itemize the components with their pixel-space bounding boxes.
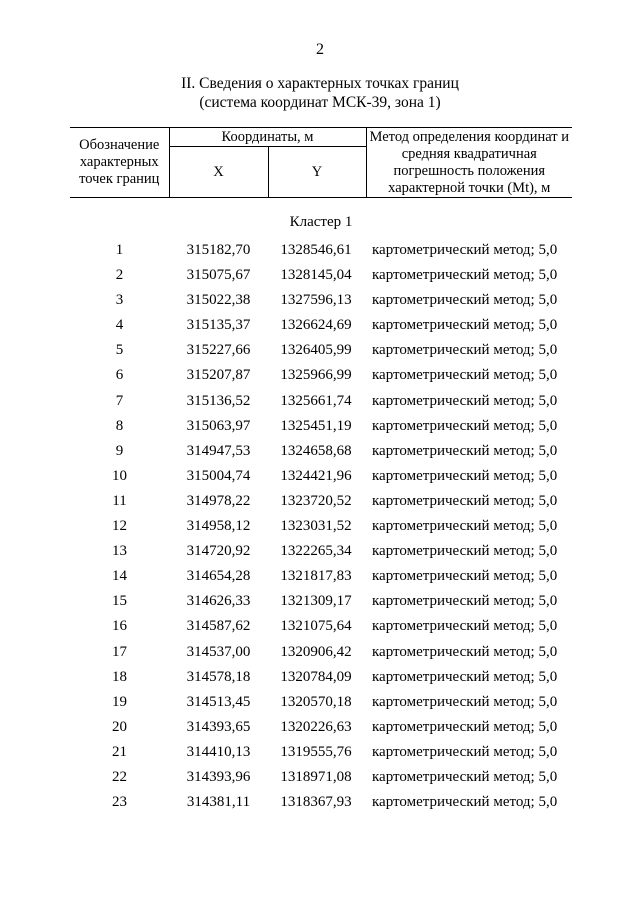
- point-number: 13: [112, 543, 127, 560]
- coord-x: 314626,33: [186, 593, 251, 610]
- method-cell: картометрический метод; 5,0: [372, 768, 558, 785]
- coord-y: 1321309,17: [280, 593, 352, 610]
- coord-x: 315063,97: [186, 417, 251, 434]
- coord-x: 314578,18: [186, 668, 251, 685]
- table-row: [70, 265, 572, 290]
- table-row: [70, 642, 572, 667]
- point-number: 3: [115, 292, 124, 309]
- method-cell: картометрический метод; 5,0: [372, 718, 558, 735]
- coord-y: 1328546,61: [280, 242, 352, 258]
- point-number: 23: [112, 794, 127, 811]
- coord-y: 1318971,08: [280, 768, 352, 785]
- method-cell: картометрический метод; 5,0: [372, 267, 558, 284]
- point-number: 9: [115, 442, 124, 459]
- coord-y: 1320784,09: [280, 668, 352, 685]
- point-number: 11: [112, 492, 127, 509]
- point-number: 21: [112, 743, 127, 760]
- point-number: 7: [115, 392, 124, 409]
- header-designation: Обозначение характерных точек границ: [70, 128, 169, 198]
- point-number: 16: [112, 618, 127, 635]
- point-number: 4: [115, 317, 124, 334]
- coord-x: 314410,13: [186, 743, 251, 760]
- table-row: [70, 541, 572, 566]
- coord-y: 1327596,13: [280, 292, 352, 309]
- method-cell: картометрический метод; 5,0: [372, 292, 558, 309]
- coord-y: 1326624,69: [280, 317, 352, 334]
- coord-y: 1325966,99: [280, 367, 352, 384]
- method-cell: картометрический метод; 5,0: [372, 593, 558, 610]
- point-number: 6: [115, 367, 124, 384]
- table-row: [70, 742, 572, 767]
- coord-y: 1321817,83: [280, 568, 352, 585]
- coord-x: 315182,70: [186, 242, 251, 258]
- method-cell: картометрический метод; 5,0: [372, 568, 558, 585]
- method-cell: картометрический метод; 5,0: [372, 668, 558, 685]
- table-row: [70, 391, 572, 416]
- coord-y: 1324421,96: [280, 467, 352, 484]
- coord-y: 1321075,64: [280, 618, 352, 635]
- coord-y: 1320906,42: [280, 643, 352, 660]
- table-row: [70, 692, 572, 717]
- coord-x: 314654,28: [186, 568, 251, 585]
- coord-x: 314393,65: [186, 718, 251, 735]
- table-row: [70, 290, 572, 315]
- coord-x: 315004,74: [186, 467, 251, 484]
- table-row: [70, 792, 572, 817]
- method-cell: картометрический метод; 5,0: [372, 367, 558, 384]
- method-cell: картометрический метод; 5,0: [372, 543, 558, 560]
- point-number: 19: [112, 693, 127, 710]
- method-cell: картометрический метод; 5,0: [372, 417, 558, 434]
- table-row: [70, 667, 572, 692]
- coord-x: 315207,87: [186, 367, 251, 384]
- point-number: 15: [112, 593, 127, 610]
- cluster-label: Кластер 1: [289, 214, 353, 230]
- table-row: [70, 441, 572, 466]
- point-number: 12: [112, 518, 127, 535]
- coord-x: 314947,53: [186, 442, 251, 459]
- point-number: 1: [115, 242, 124, 258]
- table-header: [70, 127, 572, 198]
- coord-x: 315135,37: [186, 317, 251, 334]
- coord-x: 314537,00: [186, 643, 251, 660]
- title-line-1: II. Сведения о характерных точках границ: [181, 75, 459, 92]
- coord-y: 1323031,52: [280, 518, 352, 535]
- method-cell: картометрический метод; 5,0: [372, 242, 558, 258]
- coord-y: 1328145,04: [280, 267, 352, 284]
- coord-x: 315227,66: [186, 342, 251, 359]
- table-row: [70, 591, 572, 616]
- coord-x: 315022,38: [186, 292, 251, 309]
- point-number: 20: [112, 718, 127, 735]
- table-row: [70, 516, 572, 541]
- table-row: [70, 717, 572, 742]
- method-cell: картометрический метод; 5,0: [372, 743, 558, 760]
- point-number: 17: [112, 643, 127, 660]
- method-cell: картометрический метод; 5,0: [372, 492, 558, 509]
- table-row: [70, 365, 572, 390]
- header-x: X: [169, 147, 268, 198]
- method-cell: картометрический метод; 5,0: [372, 693, 558, 710]
- table-row: [70, 416, 572, 441]
- coord-x: 315136,52: [186, 392, 251, 409]
- coord-y: 1318367,93: [280, 794, 352, 811]
- coord-x: 314381,11: [186, 794, 251, 811]
- point-number: 14: [112, 568, 127, 585]
- coord-y: 1325661,74: [280, 392, 352, 409]
- method-cell: картометрический метод; 5,0: [372, 618, 558, 635]
- table-row: [70, 340, 572, 365]
- point-number: 5: [115, 342, 124, 359]
- point-number: 18: [112, 668, 127, 685]
- point-number: 8: [115, 417, 124, 434]
- section-title: [0, 74, 640, 112]
- method-cell: картометрический метод; 5,0: [372, 518, 558, 535]
- table-row: [70, 491, 572, 516]
- table-row: [70, 466, 572, 491]
- coord-y: 1319555,76: [280, 743, 352, 760]
- header-method: Метод определения координат и средняя квадратичная погрешность положения характерной точки (Mt), м: [366, 128, 572, 198]
- coord-y: 1322265,34: [280, 543, 352, 560]
- coord-x: 315075,67: [186, 267, 251, 284]
- point-number: 10: [112, 467, 127, 484]
- coord-y: 1323720,52: [280, 492, 352, 509]
- method-cell: картометрический метод; 5,0: [372, 342, 558, 359]
- method-cell: картометрический метод; 5,0: [372, 467, 558, 484]
- table-row: [70, 240, 572, 265]
- coord-y: 1320226,63: [280, 718, 352, 735]
- coord-y: 1320570,18: [280, 693, 352, 710]
- method-cell: картометрический метод; 5,0: [372, 643, 558, 660]
- coord-y: 1326405,99: [280, 342, 352, 359]
- header-coordinates: Координаты, м: [169, 128, 366, 147]
- coord-x: 314958,12: [186, 518, 251, 535]
- method-cell: картометрический метод; 5,0: [372, 317, 558, 334]
- header-y: Y: [268, 147, 366, 198]
- coord-x: 314720,92: [186, 543, 251, 560]
- coord-y: 1324658,68: [280, 442, 352, 459]
- method-cell: картометрический метод; 5,0: [372, 794, 558, 811]
- point-number: 22: [112, 768, 127, 785]
- coord-y: 1325451,19: [280, 417, 352, 434]
- coord-x: 314513,45: [186, 693, 251, 710]
- title-line-2: (система координат МСК-39, зона 1): [199, 94, 441, 111]
- page-number: 2: [316, 41, 324, 58]
- points-list: [70, 240, 572, 817]
- table-row: [70, 566, 572, 591]
- coord-x: 314978,22: [186, 492, 251, 509]
- point-number: 2: [115, 267, 124, 284]
- coord-x: 314587,62: [186, 618, 251, 635]
- table-row: [70, 767, 572, 792]
- method-cell: картометрический метод; 5,0: [372, 442, 558, 459]
- method-cell: картометрический метод; 5,0: [372, 392, 558, 409]
- table-row: [70, 616, 572, 641]
- coord-x: 314393,96: [186, 768, 251, 785]
- table-row: [70, 315, 572, 340]
